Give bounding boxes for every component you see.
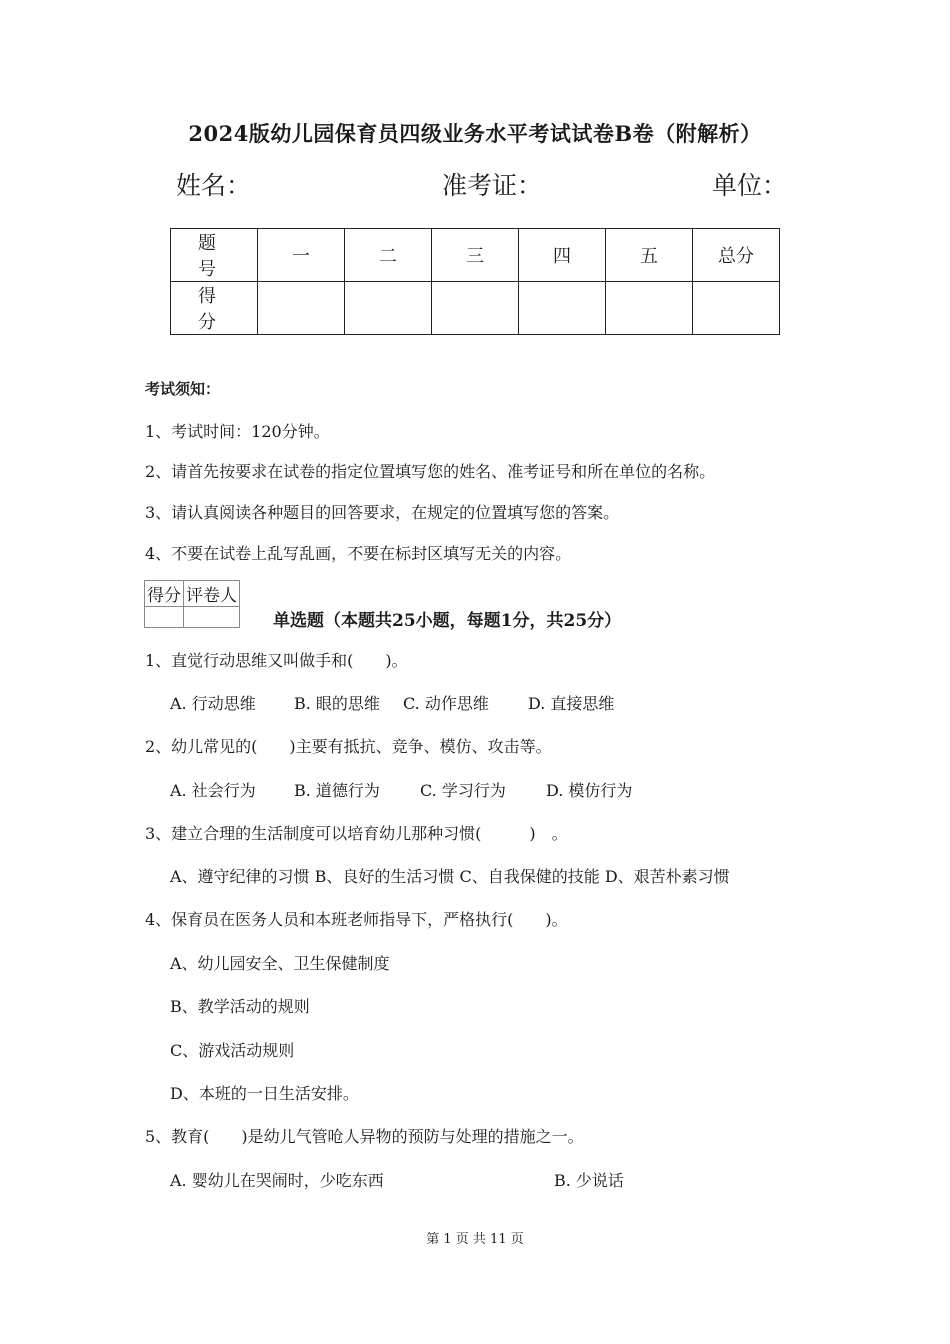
score-table-score-row — [171, 282, 780, 335]
exam-no-field-label: 准考证： — [442, 171, 543, 200]
question-text: 4、保育员在医务人员和本班老师指导下，严格执行( )。 — [145, 910, 568, 929]
question-option: D. 直接思维 — [528, 694, 615, 713]
question-option: A、幼儿园安全、卫生保健制度 — [170, 954, 390, 973]
section-title: 单选题（本题共25小题，每题1分，共25分） — [273, 611, 622, 631]
question-option: B. 道德行为 — [294, 781, 380, 800]
question-option: C、游戏活动规则 — [170, 1041, 295, 1060]
unit-field-label: 单位： — [712, 171, 788, 200]
question-text: 2、幼儿常见的( )主要有抵抗、竞争、模仿、攻击等。 — [145, 737, 552, 756]
score-header-cell: 二 — [345, 229, 432, 282]
question-option: A、遵守纪律的习惯 B、良好的生活习惯 C、自我保健的技能 D、艰苦朴素习惯 — [170, 867, 730, 886]
score-table — [170, 228, 780, 335]
question-option: A. 行动思维 — [170, 694, 256, 713]
grader-box — [144, 580, 240, 628]
score-table-header-row — [171, 229, 780, 282]
name-field-label: 姓名： — [176, 171, 252, 200]
question-text: 3、建立合理的生活制度可以培育幼儿那种习惯( ) 。 — [145, 824, 568, 843]
question-option: B. 眼的思维 — [294, 694, 380, 713]
question-option: A. 婴幼儿在哭闹时，少吃东西 — [170, 1171, 384, 1190]
score-header-cell: 五 — [606, 229, 693, 282]
question-option: A. 社会行为 — [170, 781, 256, 800]
question-text: 5、教育( )是幼儿气管呛人异物的预防与处理的措施之一。 — [145, 1127, 584, 1146]
score-header-cell: 题 号 — [171, 229, 258, 282]
score-cell-blank — [432, 282, 519, 335]
grader-score-label: 得分 — [145, 581, 184, 607]
score-header-cell: 总分 — [693, 229, 780, 282]
question-text: 1、直觉行动思维又叫做手和( )。 — [145, 651, 408, 670]
question-option: D、本班的一日生活安排。 — [170, 1084, 359, 1103]
question-option: C. 动作思维 — [403, 694, 489, 713]
score-cell-blank — [693, 282, 780, 335]
notice-item: 2、请首先按要求在试卷的指定位置填写您的姓名、准考证号和所在单位的名称。 — [145, 462, 716, 481]
question-option: D. 模仿行为 — [546, 781, 633, 800]
notice-item: 1、考试时间：120分钟。 — [145, 422, 330, 441]
page-footer: 第 1 页 共 11 页 — [426, 1232, 524, 1247]
score-header-cell: 三 — [432, 229, 519, 282]
score-header-cell: 四 — [519, 229, 606, 282]
question-option: B、教学活动的规则 — [170, 997, 310, 1016]
notice-item: 3、请认真阅读各种题目的回答要求，在规定的位置填写您的答案。 — [145, 503, 620, 522]
question-option: B. 少说话 — [554, 1171, 624, 1190]
score-cell-blank — [606, 282, 693, 335]
grader-reviewer-blank — [184, 607, 240, 628]
score-cell-blank — [258, 282, 345, 335]
question-option: C. 学习行为 — [420, 781, 506, 800]
score-header-cell: 一 — [258, 229, 345, 282]
grader-score-blank — [145, 607, 184, 628]
score-row-label: 得 分 — [171, 282, 258, 335]
score-cell-blank — [519, 282, 606, 335]
grader-reviewer-label: 评卷人 — [184, 581, 240, 607]
notice-heading: 考试须知： — [145, 380, 221, 398]
notice-item: 4、不要在试卷上乱写乱画，不要在标封区填写无关的内容。 — [145, 544, 572, 563]
score-cell-blank — [345, 282, 432, 335]
page-title: 2024版幼儿园保育员四级业务水平考试试卷B卷（附解析） — [188, 121, 762, 146]
